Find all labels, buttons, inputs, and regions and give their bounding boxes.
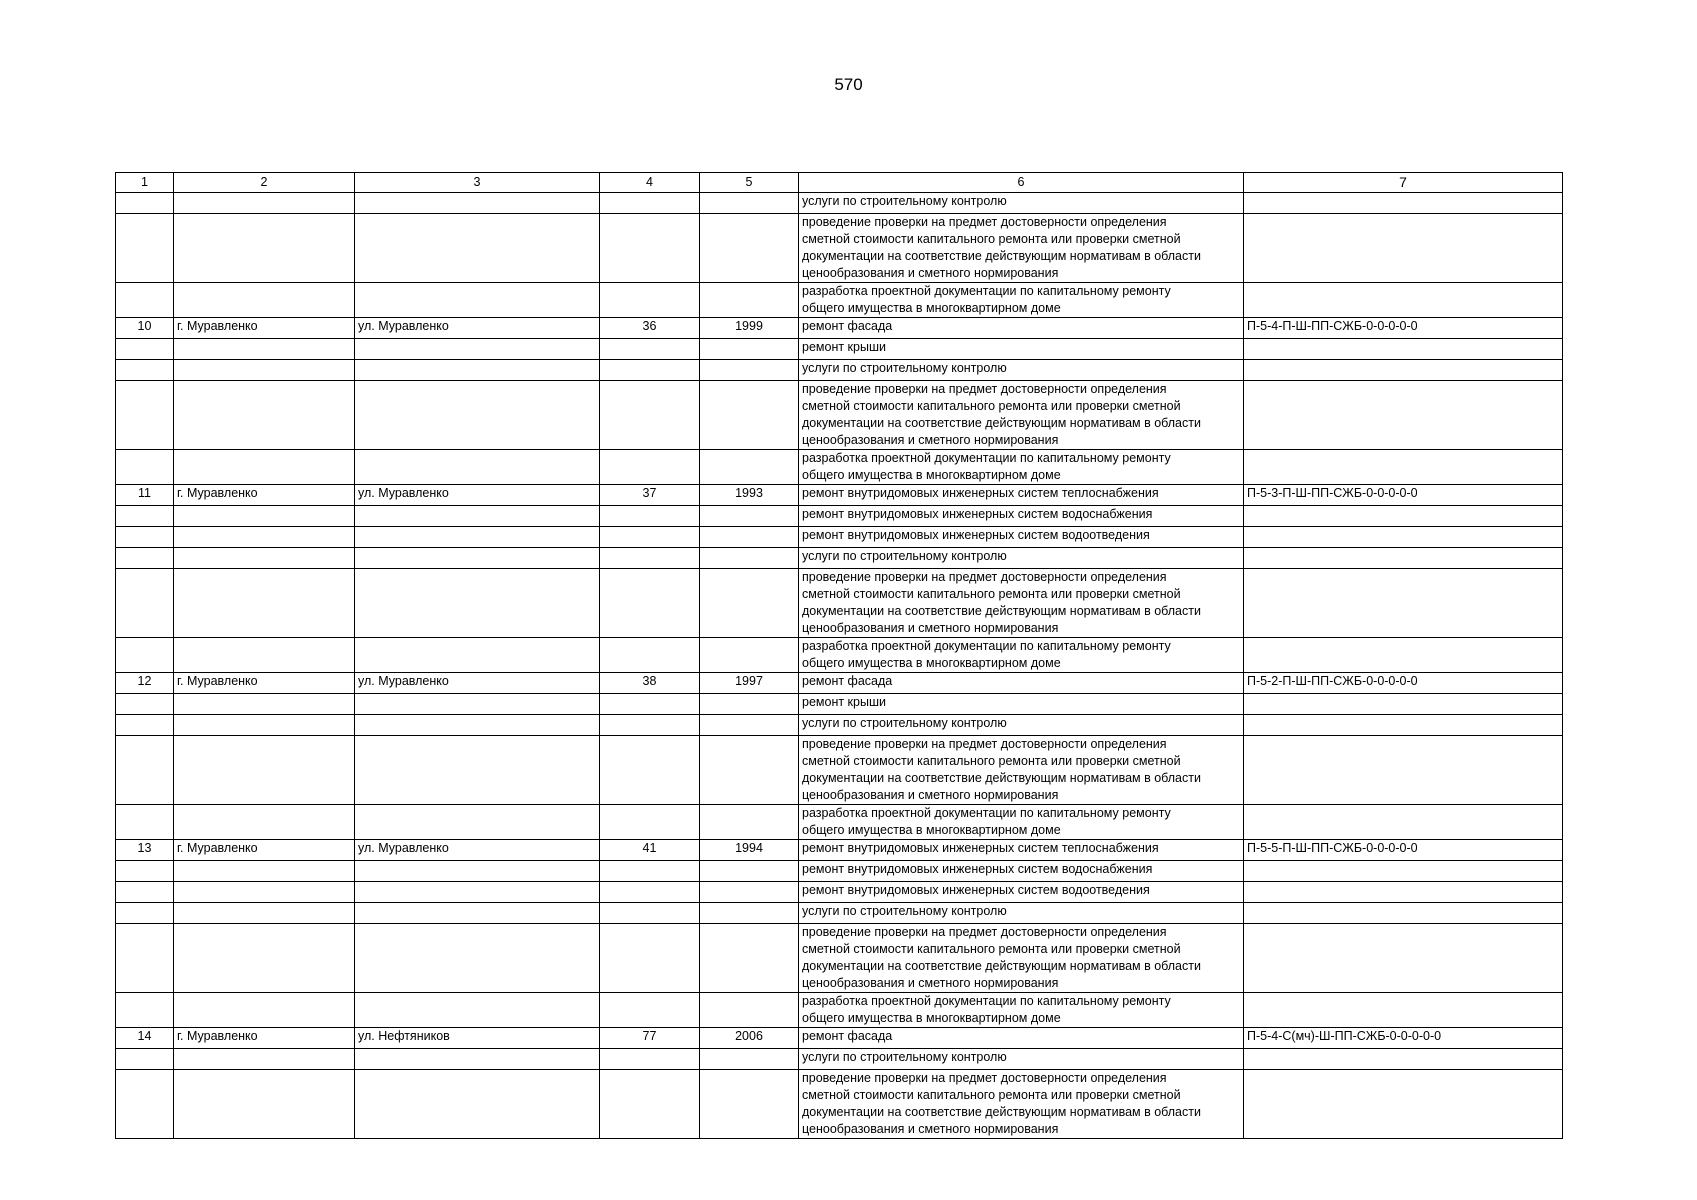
work-type-line: разработка проектной документации по капитальному ремонту: [802, 639, 1171, 653]
code-cell: [1244, 450, 1563, 485]
house-number-cell: 37: [600, 485, 700, 506]
row-number-cell: [116, 694, 174, 715]
work-type-cell: [799, 924, 1244, 993]
work-type-cell: [799, 903, 1244, 924]
year-cell: [700, 1049, 799, 1070]
street-cell: [355, 506, 600, 527]
work-type-cell: [799, 485, 1244, 506]
house-number-cell: [600, 339, 700, 360]
city-cell: [174, 736, 355, 805]
work-type-line: ремонт внутридомовых инженерных систем теплоснабжения: [802, 486, 1159, 500]
table-row: [116, 318, 1563, 339]
work-type-line: ремонт внутридомовых инженерных систем водоотведения: [802, 883, 1150, 897]
table-row: [116, 638, 1563, 673]
work-type-line: разработка проектной документации по капитальному ремонту: [802, 451, 1171, 465]
year-cell: [700, 694, 799, 715]
table-row: [116, 506, 1563, 527]
table-row: [116, 805, 1563, 840]
house-number-cell: 38: [600, 673, 700, 694]
year-cell: [700, 548, 799, 569]
code-cell: [1244, 283, 1563, 318]
page-number: 570: [834, 75, 863, 94]
work-type-line: проведение проверки на предмет достоверности определения: [802, 215, 1167, 229]
city-cell: [174, 694, 355, 715]
street-cell: ул. Муравленко: [355, 485, 600, 506]
street-cell: [355, 736, 600, 805]
work-type-cell: [799, 1070, 1244, 1139]
work-type-line: ценообразования и сметного нормирования: [802, 266, 1059, 280]
row-number-cell: 13: [116, 840, 174, 861]
code-cell: [1244, 548, 1563, 569]
row-number-cell: 10: [116, 318, 174, 339]
year-cell: [700, 736, 799, 805]
city-cell: [174, 450, 355, 485]
row-number-cell: [116, 339, 174, 360]
code-cell: [1244, 638, 1563, 673]
house-number-cell: [600, 569, 700, 638]
code-cell: [1244, 360, 1563, 381]
work-type-line: сметной стоимости капитального ремонта или проверки сметной: [802, 1088, 1181, 1102]
code-cell: [1244, 527, 1563, 548]
table-row: [116, 339, 1563, 360]
row-number-cell: [116, 548, 174, 569]
code-cell: [1244, 903, 1563, 924]
house-number-cell: [600, 381, 700, 450]
work-type-line: сметной стоимости капитального ремонта или проверки сметной: [802, 232, 1181, 246]
work-type-line: разработка проектной документации по капитальному ремонту: [802, 806, 1171, 820]
street-cell: [355, 805, 600, 840]
work-type-line: проведение проверки на предмет достоверности определения: [802, 1071, 1167, 1085]
street-cell: [355, 924, 600, 993]
code-cell: П-5-3-П-Ш-ПП-СЖБ-0-0-0-0-0: [1244, 485, 1563, 506]
table-row: [116, 736, 1563, 805]
city-cell: [174, 339, 355, 360]
work-type-line: сметной стоимости капитального ремонта или проверки сметной: [802, 399, 1181, 413]
house-number-cell: [600, 924, 700, 993]
row-number-cell: [116, 1070, 174, 1139]
year-cell: [700, 993, 799, 1028]
table-row: [116, 214, 1563, 283]
house-number-cell: [600, 805, 700, 840]
city-cell: [174, 805, 355, 840]
street-cell: [355, 1070, 600, 1139]
year-cell: 2006: [700, 1028, 799, 1049]
column-header: 5: [700, 173, 799, 193]
work-type-line: проведение проверки на предмет достоверности определения: [802, 382, 1167, 396]
year-cell: [700, 903, 799, 924]
house-number-cell: [600, 882, 700, 903]
year-cell: [700, 506, 799, 527]
house-number-cell: [600, 736, 700, 805]
work-type-line: ремонт фасада: [802, 319, 893, 333]
code-cell: [1244, 506, 1563, 527]
code-cell: [1244, 715, 1563, 736]
work-type-cell: [799, 193, 1244, 214]
row-number-cell: [116, 214, 174, 283]
year-cell: [700, 527, 799, 548]
house-number-cell: [600, 638, 700, 673]
city-cell: г. Муравленко: [174, 485, 355, 506]
table-row: [116, 1049, 1563, 1070]
code-cell: П-5-4-С(мч)-Ш-ПП-СЖБ-0-0-0-0-0: [1244, 1028, 1563, 1049]
code-cell: [1244, 193, 1563, 214]
city-cell: [174, 882, 355, 903]
table-row: [116, 193, 1563, 214]
work-type-line: разработка проектной документации по капитальному ремонту: [802, 994, 1171, 1008]
table-row: [116, 861, 1563, 882]
street-cell: [355, 638, 600, 673]
year-cell: [700, 381, 799, 450]
row-number-cell: [116, 381, 174, 450]
code-cell: [1244, 993, 1563, 1028]
work-type-cell: [799, 638, 1244, 673]
code-cell: [1244, 569, 1563, 638]
column-header: 7: [1244, 173, 1563, 193]
city-cell: г. Муравленко: [174, 840, 355, 861]
house-number-cell: 36: [600, 318, 700, 339]
table-row: [116, 715, 1563, 736]
house-number-cell: [600, 214, 700, 283]
work-type-line: общего имущества в многоквартирном доме: [802, 301, 1061, 315]
table-row: [116, 673, 1563, 694]
row-number-cell: [116, 715, 174, 736]
row-number-cell: [116, 283, 174, 318]
row-number-cell: [116, 736, 174, 805]
house-number-cell: [600, 1070, 700, 1139]
year-cell: [700, 450, 799, 485]
work-type-cell: [799, 569, 1244, 638]
city-cell: [174, 193, 355, 214]
street-cell: ул. Муравленко: [355, 318, 600, 339]
street-cell: [355, 283, 600, 318]
work-type-line: документации на соответствие действующим нормативам в области: [802, 604, 1201, 618]
work-type-line: ценообразования и сметного нормирования: [802, 621, 1059, 635]
street-cell: [355, 993, 600, 1028]
work-type-line: ремонт крыши: [802, 695, 886, 709]
year-cell: [700, 193, 799, 214]
table-row: [116, 1070, 1563, 1139]
table-row: [116, 840, 1563, 861]
year-cell: [700, 805, 799, 840]
code-cell: [1244, 924, 1563, 993]
house-number-cell: [600, 283, 700, 318]
house-number-cell: [600, 506, 700, 527]
table-row: [116, 283, 1563, 318]
work-type-cell: [799, 1028, 1244, 1049]
work-type-line: общего имущества в многоквартирном доме: [802, 656, 1061, 670]
year-cell: [700, 924, 799, 993]
code-cell: П-5-2-П-Ш-ПП-СЖБ-0-0-0-0-0: [1244, 673, 1563, 694]
work-type-line: ценообразования и сметного нормирования: [802, 1122, 1059, 1136]
work-type-line: общего имущества в многоквартирном доме: [802, 468, 1061, 482]
column-header: 3: [355, 173, 600, 193]
year-cell: 1993: [700, 485, 799, 506]
city-cell: [174, 548, 355, 569]
work-type-cell: [799, 506, 1244, 527]
works-table: [115, 172, 1563, 1139]
table-row: [116, 924, 1563, 993]
year-cell: [700, 638, 799, 673]
code-cell: [1244, 694, 1563, 715]
work-type-line: проведение проверки на предмет достоверности определения: [802, 570, 1167, 584]
table-row: [116, 993, 1563, 1028]
work-type-line: услуги по строительному контролю: [802, 194, 1007, 208]
city-cell: [174, 861, 355, 882]
street-cell: [355, 903, 600, 924]
work-type-line: документации на соответствие действующим нормативам в области: [802, 249, 1201, 263]
work-type-cell: [799, 548, 1244, 569]
house-number-cell: [600, 1049, 700, 1070]
street-cell: [355, 882, 600, 903]
work-type-line: сметной стоимости капитального ремонта или проверки сметной: [802, 587, 1181, 601]
city-cell: [174, 903, 355, 924]
city-cell: [174, 924, 355, 993]
row-number-cell: [116, 450, 174, 485]
work-type-line: общего имущества в многоквартирном доме: [802, 1011, 1061, 1025]
work-type-cell: [799, 993, 1244, 1028]
house-number-cell: [600, 548, 700, 569]
house-number-cell: 41: [600, 840, 700, 861]
year-cell: [700, 1070, 799, 1139]
work-type-cell: [799, 715, 1244, 736]
work-type-line: разработка проектной документации по капитальному ремонту: [802, 284, 1171, 298]
table-row: [116, 527, 1563, 548]
work-type-cell: [799, 673, 1244, 694]
table-row: [116, 882, 1563, 903]
work-type-cell: [799, 1049, 1244, 1070]
street-cell: [355, 861, 600, 882]
street-cell: ул. Нефтяников: [355, 1028, 600, 1049]
city-cell: [174, 527, 355, 548]
column-header: 2: [174, 173, 355, 193]
street-cell: [355, 450, 600, 485]
work-type-cell: [799, 360, 1244, 381]
work-type-line: общего имущества в многоквартирном доме: [802, 823, 1061, 837]
code-cell: [1244, 1070, 1563, 1139]
work-type-line: услуги по строительному контролю: [802, 716, 1007, 730]
work-type-cell: [799, 283, 1244, 318]
table-row: [116, 360, 1563, 381]
year-cell: 1994: [700, 840, 799, 861]
work-type-cell: [799, 861, 1244, 882]
code-cell: [1244, 339, 1563, 360]
house-number-cell: [600, 527, 700, 548]
year-cell: [700, 360, 799, 381]
year-cell: [700, 861, 799, 882]
city-cell: [174, 569, 355, 638]
row-number-cell: [116, 882, 174, 903]
year-cell: [700, 569, 799, 638]
street-cell: ул. Муравленко: [355, 673, 600, 694]
row-number-cell: [116, 924, 174, 993]
code-cell: [1244, 805, 1563, 840]
table-row: [116, 694, 1563, 715]
street-cell: ул. Муравленко: [355, 840, 600, 861]
work-type-cell: [799, 214, 1244, 283]
city-cell: [174, 638, 355, 673]
code-cell: [1244, 736, 1563, 805]
street-cell: [355, 694, 600, 715]
work-type-line: ценообразования и сметного нормирования: [802, 976, 1059, 990]
row-number-cell: [116, 805, 174, 840]
work-type-line: ремонт фасада: [802, 674, 893, 688]
street-cell: [355, 339, 600, 360]
work-type-cell: [799, 450, 1244, 485]
work-type-cell: [799, 381, 1244, 450]
work-type-line: ремонт фасада: [802, 1029, 893, 1043]
table-row: [116, 450, 1563, 485]
house-number-cell: [600, 193, 700, 214]
table-row: [116, 548, 1563, 569]
street-cell: [355, 715, 600, 736]
column-header: 4: [600, 173, 700, 193]
row-number-cell: [116, 360, 174, 381]
house-number-cell: [600, 715, 700, 736]
row-number-cell: [116, 903, 174, 924]
code-cell: [1244, 214, 1563, 283]
row-number-cell: [116, 506, 174, 527]
street-cell: [355, 381, 600, 450]
code-cell: П-5-5-П-Ш-ПП-СЖБ-0-0-0-0-0: [1244, 840, 1563, 861]
code-cell: [1244, 1049, 1563, 1070]
city-cell: [174, 1049, 355, 1070]
street-cell: [355, 1049, 600, 1070]
row-number-cell: [116, 861, 174, 882]
city-cell: [174, 360, 355, 381]
table-row: [116, 381, 1563, 450]
column-header: 6: [799, 173, 1244, 193]
work-type-line: проведение проверки на предмет достоверности определения: [802, 737, 1167, 751]
work-type-cell: [799, 527, 1244, 548]
work-type-cell: [799, 339, 1244, 360]
work-type-line: услуги по строительному контролю: [802, 904, 1007, 918]
work-type-line: ремонт внутридомовых инженерных систем водоснабжения: [802, 862, 1153, 876]
year-cell: [700, 283, 799, 318]
work-type-line: ремонт внутридомовых инженерных систем водоотведения: [802, 528, 1150, 542]
house-number-cell: [600, 993, 700, 1028]
city-cell: [174, 715, 355, 736]
header-row: [116, 173, 1563, 193]
city-cell: [174, 1070, 355, 1139]
row-number-cell: 11: [116, 485, 174, 506]
house-number-cell: 77: [600, 1028, 700, 1049]
row-number-cell: 14: [116, 1028, 174, 1049]
house-number-cell: [600, 903, 700, 924]
street-cell: [355, 569, 600, 638]
work-type-line: ремонт внутридомовых инженерных систем водоснабжения: [802, 507, 1153, 521]
year-cell: 1999: [700, 318, 799, 339]
year-cell: [700, 715, 799, 736]
work-type-line: документации на соответствие действующим нормативам в области: [802, 959, 1201, 973]
code-cell: [1244, 882, 1563, 903]
code-cell: [1244, 861, 1563, 882]
city-cell: [174, 214, 355, 283]
street-cell: [355, 214, 600, 283]
city-cell: г. Муравленко: [174, 1028, 355, 1049]
year-cell: [700, 882, 799, 903]
table-row: [116, 569, 1563, 638]
house-number-cell: [600, 450, 700, 485]
work-type-cell: [799, 805, 1244, 840]
work-type-cell: [799, 694, 1244, 715]
row-number-cell: 12: [116, 673, 174, 694]
year-cell: 1997: [700, 673, 799, 694]
row-number-cell: [116, 993, 174, 1028]
work-type-line: документации на соответствие действующим нормативам в области: [802, 1105, 1201, 1119]
house-number-cell: [600, 360, 700, 381]
street-cell: [355, 548, 600, 569]
street-cell: [355, 360, 600, 381]
row-number-cell: [116, 527, 174, 548]
work-type-line: услуги по строительному контролю: [802, 1050, 1007, 1064]
city-cell: [174, 993, 355, 1028]
work-type-line: ремонт крыши: [802, 340, 886, 354]
work-type-cell: [799, 736, 1244, 805]
table-row: [116, 485, 1563, 506]
year-cell: [700, 339, 799, 360]
code-cell: П-5-4-П-Ш-ПП-СЖБ-0-0-0-0-0: [1244, 318, 1563, 339]
work-type-line: проведение проверки на предмет достоверности определения: [802, 925, 1167, 939]
house-number-cell: [600, 694, 700, 715]
work-type-line: ценообразования и сметного нормирования: [802, 433, 1059, 447]
work-type-line: ремонт внутридомовых инженерных систем теплоснабжения: [802, 841, 1159, 855]
street-cell: [355, 193, 600, 214]
work-type-cell: [799, 840, 1244, 861]
city-cell: [174, 381, 355, 450]
work-type-line: документации на соответствие действующим нормативам в области: [802, 771, 1201, 785]
city-cell: г. Муравленко: [174, 673, 355, 694]
row-number-cell: [116, 1049, 174, 1070]
table-row: [116, 903, 1563, 924]
work-type-line: услуги по строительному контролю: [802, 361, 1007, 375]
work-type-line: документации на соответствие действующим нормативам в области: [802, 416, 1201, 430]
work-type-line: сметной стоимости капитального ремонта или проверки сметной: [802, 754, 1181, 768]
work-type-cell: [799, 318, 1244, 339]
work-type-line: сметной стоимости капитального ремонта или проверки сметной: [802, 942, 1181, 956]
column-header: 1: [116, 173, 174, 193]
code-cell: [1244, 381, 1563, 450]
row-number-cell: [116, 569, 174, 638]
work-type-cell: [799, 882, 1244, 903]
city-cell: г. Муравленко: [174, 318, 355, 339]
table-row: [116, 1028, 1563, 1049]
city-cell: [174, 283, 355, 318]
work-type-line: ценообразования и сметного нормирования: [802, 788, 1059, 802]
work-type-line: услуги по строительному контролю: [802, 549, 1007, 563]
house-number-cell: [600, 861, 700, 882]
row-number-cell: [116, 638, 174, 673]
row-number-cell: [116, 193, 174, 214]
city-cell: [174, 506, 355, 527]
street-cell: [355, 527, 600, 548]
year-cell: [700, 214, 799, 283]
